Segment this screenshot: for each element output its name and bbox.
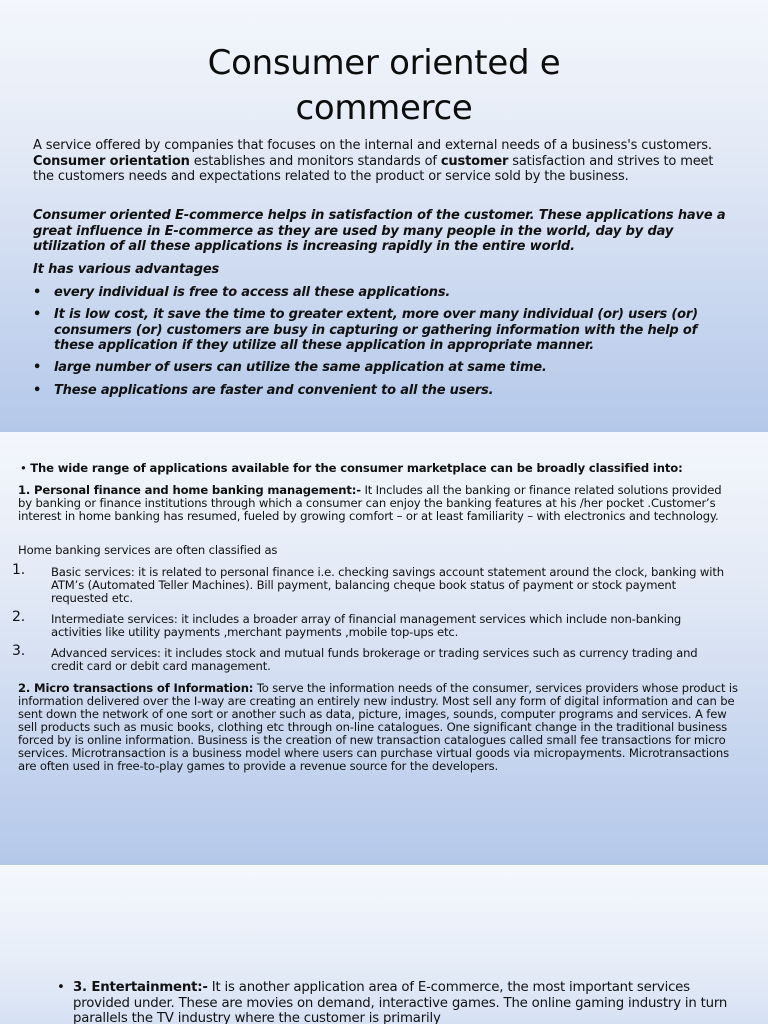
intro-text-2: establishes and monitors standards of [189, 153, 441, 169]
section-micro-transactions [18, 682, 738, 773]
intro-paragraph [33, 138, 733, 185]
bullet-icon: • [33, 360, 42, 375]
item-text: Intermediate services: it includes a broader array of financial management services which include non-banking activities like utility payments ,merchant payments ,mobile top-ups etc. [51, 612, 682, 639]
item-number: 3. [12, 643, 26, 659]
bullet-icon: • [33, 383, 42, 398]
bullet-icon: • [20, 461, 27, 475]
intro-text-1: A service offered by companies that focuses on the internal and external needs of a business's customers. [33, 138, 712, 153]
slide-applications [0, 432, 768, 865]
slide-consumer-oriented [0, 0, 768, 432]
bullet-icon: • [33, 285, 42, 300]
numbered-item [12, 643, 732, 673]
numbered-item [12, 609, 732, 639]
advantage-text: every individual is free to access all these applications. [54, 285, 451, 300]
section-personal-finance [18, 484, 738, 523]
entertainment-item [57, 980, 747, 1024]
advantage-item [33, 307, 733, 354]
bullet-icon: • [57, 980, 65, 995]
slide-title [0, 41, 768, 131]
item-text: Basic services: it is related to personal finance i.e. checking savings account statement around the clock, banking with ATM’s (Automated Teller Machines). Bill payment, balancing cheque book status of payment or stock payment requested etc. [51, 565, 724, 605]
italic-paragraph: Consumer oriented E-commerce helps in satisfaction of the customer. These applications have a great influence in E-commerce as they are used by many people in the world, day by day utilization of all these applications is increasing rapidly in the entire world. [33, 208, 726, 254]
lead-item [20, 462, 740, 475]
intro-bold-2: customer [440, 153, 509, 169]
intro-bold-1: Consumer orientation [33, 153, 190, 169]
section-heading: 3. Entertainment:- [73, 980, 208, 995]
advantage-item [33, 383, 733, 399]
numbered-item [12, 562, 732, 605]
item-number: 1. [12, 562, 26, 578]
bullet-icon: • [33, 307, 42, 322]
item-text: Advanced services: it includes stock and mutual funds brokerage or trading services such as currency trading and credit card or debit card management. [51, 646, 698, 673]
advantage-text: large number of users can utilize the same application at same time. [54, 360, 547, 375]
home-banking-heading: Home banking services are often classified as [18, 543, 278, 557]
advantage-item [33, 285, 733, 301]
advantages-heading: It has various advantages [33, 262, 220, 277]
slide-entertainment [0, 866, 768, 1024]
section-heading: 1. Personal finance and home banking management:- [18, 483, 361, 497]
section-text: To serve the information needs of the consumer, services providers whose product is information delivered over the I-way are creating an entirely new industry. Most sell any form of digital information and can be sent down the network of one sort or another such as data, picture, images, sounds, computer programs and services. A few sell products such as music books, clothing etc through on-line catalogues. One significant change in the traditional business forced by is online information. Business is the creation of new transaction catalogues called small fee transactions for micro services. Microtransaction is a business model where users can purchase virtual goods via micropayments. Microtransactions are often used in free-to-play games to provide a revenue source for the developers. [18, 681, 738, 773]
section-heading: 2. Micro transactions of Information: [18, 681, 254, 695]
advantage-item [33, 360, 733, 376]
slide-title-line1: Consumer oriented e [207, 43, 561, 83]
lead-text: The wide range of applications available for the consumer marketplace can be broadly classified into: [30, 461, 683, 475]
advantage-text: These applications are faster and convenient to all the users. [54, 383, 494, 398]
item-number: 2. [12, 609, 26, 625]
section-text: It is another application area of E-commerce, the most important services provided under. These are movies on demand, interactive games. The online gaming industry in turn parallels the TV industry where the customer is primarily [73, 980, 728, 1024]
advantage-text: It is low cost, it save the time to greater extent, more over many individual (or) users (or) consumers (or) customers are busy in capturing or gathering information with the help of these application if they utilize all these application in appropriate manner. [54, 307, 698, 353]
entertainment-text [73, 980, 747, 1024]
section-text: It Includes all the banking or finance related solutions provided by banking or finance institutions through which a consumer can enjoy the banking features at his /her pocket .Customer’s interest in home banking has resumed, fueled by growing comfort – or at least familiarity – with electronics and technology. [18, 483, 722, 523]
slide-title-line2: commerce [295, 88, 473, 128]
intro-text-3: satisfaction and strives to meet the customers needs and expectations related to the product or service sold by the business. [33, 153, 714, 184]
